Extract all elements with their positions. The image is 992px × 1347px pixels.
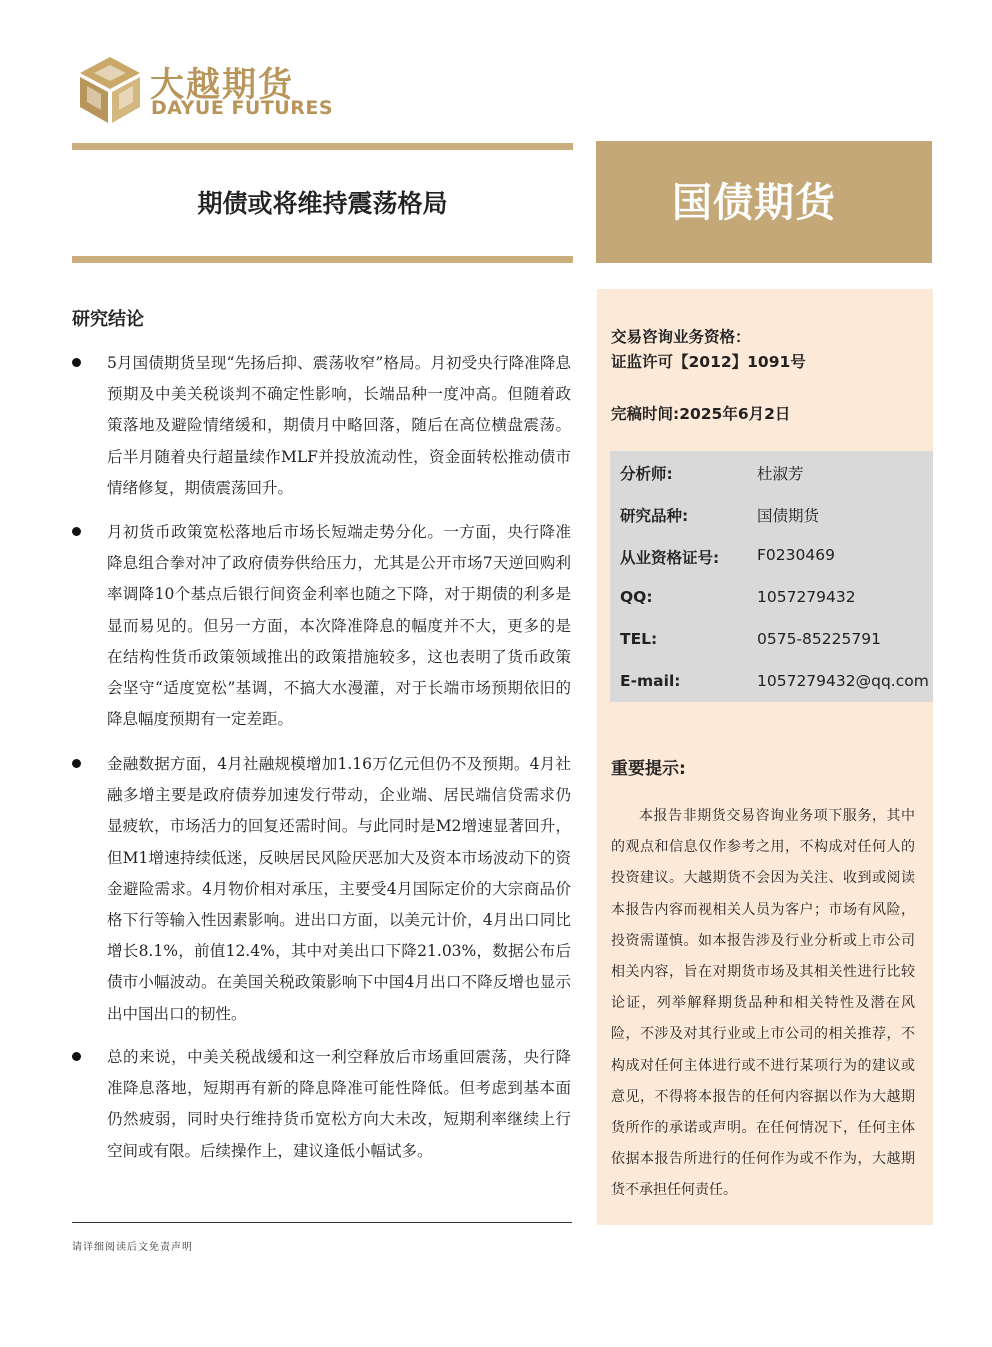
company-logo xyxy=(78,55,334,127)
bullet-text: 月初货币政策宽松落地后市场长短端走势分化。一方面，央行降准降息组合拳对冲了政府债券供给压力，尤其是公开市场7天逆回购利率调降10个基点后银行间资金利率也随之下降，对于期债的利多是显而易见的。但另一方面，本次降准降息的幅度并不大，更多的是在结构性货币政策领域推出的政策措施较多，这也表明了货币政策会坚守“适度宽松”基调，不搞大水漫灌，对于长端市场预期依旧的降息幅度预期有一定差距。 xyxy=(107,523,571,729)
analyst-row-tel xyxy=(620,630,930,654)
analyst-row-name xyxy=(620,462,930,486)
analyst-email-link[interactable]: 1057279432@qq.com xyxy=(757,672,929,690)
bullet-icon xyxy=(72,527,81,536)
license-value: 证监许可【2012】1091号 xyxy=(611,353,806,371)
analyst-row-variety xyxy=(620,504,930,528)
bullet-icon xyxy=(72,1052,81,1061)
logo-name-cn: 大越期货 xyxy=(150,65,294,105)
analyst-label: 研究品种: xyxy=(620,507,689,525)
analyst-label: 分析师: xyxy=(620,465,673,483)
bullet-text: 5月国债期货呈现“先扬后抑、震荡收窄”格局。月初受央行降准降息预期及中美关税谈判不确定性影响，长端品种一度冲高。但随着政策落地及避险情绪缓和，期债月中略回落，随后在高位横盘震荡。后半月随着央行超量续作MLF并投放流动性，资金面转松推动债市情绪修复，期债震荡回升。 xyxy=(107,354,571,497)
title-divider-top xyxy=(72,143,573,150)
bullet-text: 金融数据方面，4月社融规模增加1.16万亿元但仍不及预期。4月社融多增主要是政府债券加速发行带动，企业端、居民端信贷需求仍显疲软，市场活力的回复还需时间。与此同时是M2增速显著回升，但M1增速持续低迷，反映居民风险厌恶加大及资本市场波动下的资金避险需求。4月物价相对承压，主要受4月国际定价的大宗商品价格下行等输入性因素影响。进出口方面，以美元计价，4月出口同比增长8.1%，前值12.4%，其中对美出口下降21.03%，数据公布后债市小幅波动。在美国关税政策影响下中国4月出口不降反增也显示出中国出口的韧性。 xyxy=(107,755,571,1023)
notice-heading: 重要提示: xyxy=(611,759,686,779)
footer-disclaimer-note: 请详细阅读后文免责声明 xyxy=(72,1242,193,1253)
bullet-icon xyxy=(72,759,81,768)
bullet-text: 总的来说，中美关税战缓和这一利空释放后市场重回震荡，央行降准降息落地，短期再有新的降息降准可能性降低。但考虑到基本面仍然疲弱，同时央行维持货币宽松方向大未改，短期利率继续上行空间或有限。后续操作上，建议逢低小幅试多。 xyxy=(107,1048,571,1160)
analyst-row-qq xyxy=(620,588,930,612)
analyst-value: F0230469 xyxy=(757,546,835,564)
analyst-info-box xyxy=(610,451,933,702)
analyst-value: 1057279432 xyxy=(757,588,856,606)
bullet-icon xyxy=(72,358,81,367)
analyst-value: 0575-85225791 xyxy=(757,630,881,648)
analyst-row-email xyxy=(620,672,930,696)
analyst-label: 从业资格证号: xyxy=(620,549,720,567)
analyst-label: QQ: xyxy=(620,588,653,606)
title-divider-bottom xyxy=(72,256,573,263)
analyst-label: TEL: xyxy=(620,630,658,648)
analyst-label: E-mail: xyxy=(620,672,681,690)
analyst-value: 国债期货 xyxy=(757,507,820,525)
category-label: 国债期货 xyxy=(672,180,836,226)
finish-time: 完稿时间:2025年6月2日 xyxy=(611,405,791,423)
analyst-value: 杜淑芳 xyxy=(757,465,804,483)
notice-body: 本报告非期货交易咨询业务项下服务，其中的观点和信息仅作参考之用，不构成对任何人的投资建议。大越期货不会因为关注、收到或阅读本报告内容而视相关人员为客户；市场有风险，投资需谨慎。如本报告涉及行业分析或上市公司相关内容，旨在对期货市场及其相关性进行比较论证，列举解释期货品种和相关特性及潜在风险，不涉及对其行业或上市公司的相关推荐，不构成对任何主体进行或不进行某项行为的建议或意见，不得将本报告的任何内容据以作为大越期货所作的承诺或声明。在任何情况下，任何主体依据本报告所进行的任何作为或不作为，大越期货不承担任何责任。 xyxy=(611,808,915,1199)
analyst-row-cert xyxy=(620,546,930,570)
license-label: 交易咨询业务资格： xyxy=(611,328,751,346)
logo-cube-icon xyxy=(78,55,142,125)
report-title: 期债或将维持震荡格局 xyxy=(197,189,448,218)
section-heading: 研究结论 xyxy=(72,309,144,330)
footer-divider xyxy=(72,1222,572,1223)
logo-name-en: DAYUE FUTURES xyxy=(151,97,334,119)
